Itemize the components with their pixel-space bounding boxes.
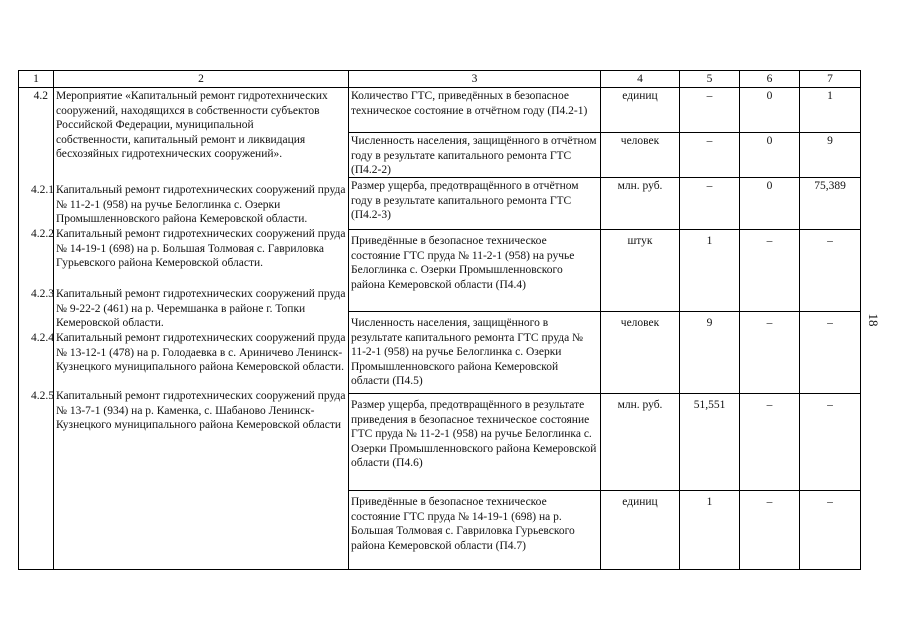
header-col-2: 2 xyxy=(53,70,348,88)
indicator-col-7: 1 xyxy=(799,88,861,133)
indicator-col-5: – xyxy=(679,88,739,133)
indicator-name: Приведённые в безопасное техническое состояние ГТС пруда № 14-19-1 (698) на р. Большая Толмовая с. Гавриловка Гурьевского района Кемеровской области (П4.7) xyxy=(348,491,600,570)
indicator-col-5: 9 xyxy=(679,312,739,394)
indicator-col-5: 1 xyxy=(679,230,739,312)
indicator-row xyxy=(18,394,861,491)
sub-item-text: Капитальный ремонт гидротехнических сооружений пруда № 9-22-2 (461) на р. Черемшанка в районе г. Топки Кемеровской области. xyxy=(56,288,346,330)
sub-item-number: 4.2.5 xyxy=(31,390,54,402)
program-table xyxy=(18,70,861,570)
header-col-6: 6 xyxy=(739,70,799,88)
header-col-7: 7 xyxy=(799,70,861,88)
indicator-col-6: 0 xyxy=(739,133,799,178)
indicator-col-7: – xyxy=(799,230,861,312)
table-header-row xyxy=(18,70,861,88)
indicator-row xyxy=(18,230,861,312)
indicator-col-7: 75,389 xyxy=(799,178,861,230)
measure-text: Мероприятие «Капитальный ремонт гидротехнических сооружений, находящихся в собственности субъектов Российской Федерации, муниципальной собственности, капитальный ремонт и ликвидация бесхозяйных гидротехнических сооружений». xyxy=(56,90,328,161)
sub-item-number: 4.2.3 xyxy=(31,288,54,300)
indicator-unit: млн. руб. xyxy=(600,178,679,230)
indicator-row xyxy=(18,88,861,133)
sub-item-text: Капитальный ремонт гидротехнических сооружений пруда № 13-7-1 (934) на р. Каменка, с. Шабаново Ленинск-Кузнецкого муниципального района Кемеровской области xyxy=(56,390,346,432)
indicator-unit: человек xyxy=(600,133,679,178)
indicator-col-7: – xyxy=(799,491,861,570)
indicator-unit: млн. руб. xyxy=(600,394,679,491)
indicator-row xyxy=(18,133,861,178)
indicator-col-7: 9 xyxy=(799,133,861,178)
sub-item-number: 4.2.4 xyxy=(31,332,54,344)
indicator-name: Количество ГТС, приведённых в безопасное техническое состояние в отчётном году (П4.2-1) xyxy=(348,88,600,133)
page-number: 18 xyxy=(866,313,881,327)
indicator-col-6: 0 xyxy=(739,178,799,230)
indicator-col-6: – xyxy=(739,491,799,570)
indicator-col-6: 0 xyxy=(739,88,799,133)
indicator-col-5: 1 xyxy=(679,491,739,570)
indicator-unit: человек xyxy=(600,312,679,394)
indicator-name: Численность населения, защищённого в отчётном году в результате капитального ремонта ГТС (П4.2-2) xyxy=(348,133,600,178)
indicator-col-6: – xyxy=(739,230,799,312)
indicator-col-5: – xyxy=(679,133,739,178)
header-col-3: 3 xyxy=(348,70,600,88)
indicator-col-5: 51,551 xyxy=(679,394,739,491)
header-col-1: 1 xyxy=(18,70,53,88)
indicator-col-5: – xyxy=(679,178,739,230)
sub-item-text: Капитальный ремонт гидротехнических сооружений пруда № 13-12-1 (478) на р. Голодаевка в с. Ариничево Ленинск-Кузнецкого муниципального района Кемеровской области. xyxy=(56,332,346,374)
sub-item-text: Капитальный ремонт гидротехнических сооружений пруда № 14-19-1 (698) на р. Большая Толмовая с. Гавриловка Гурьевского района Кемеровской области. xyxy=(56,228,346,270)
indicator-col-6: – xyxy=(739,394,799,491)
indicator-name: Приведённые в безопасное техническое состояние ГТС пруда № 11-2-1 (958) на ручье Белоглинка с. Озерки Промышленновского района Кемеровской области (П4.4) xyxy=(348,230,600,312)
indicator-unit: единиц xyxy=(600,88,679,133)
indicator-unit: штук xyxy=(600,230,679,312)
indicator-col-7: – xyxy=(799,394,861,491)
sub-item-number: 4.2.2 xyxy=(31,228,54,240)
header-col-5: 5 xyxy=(679,70,739,88)
header-col-4: 4 xyxy=(600,70,679,88)
sub-item-number: 4.2.1 xyxy=(31,184,54,196)
sub-item-text: Капитальный ремонт гидротехнических сооружений пруда № 11-2-1 (958) на ручье Белоглинка с. Озерки Промышленновского района Кемеровской области. xyxy=(56,184,346,226)
indicator-name: Размер ущерба, предотвращённого в результате приведения в безопасное техническое состояние ГТС пруда № 11-2-1 (958) на ручье Белоглинка с. Озерки Промышленновского района Кемеровской области (П4.6) xyxy=(348,394,600,491)
indicator-row xyxy=(18,491,861,570)
indicator-unit: единиц xyxy=(600,491,679,570)
indicator-row xyxy=(18,178,861,230)
indicator-name: Численность населения, защищённого в результате капитального ремонта ГТС пруда № 11-2-1 (958) на ручье Белоглинка с. Озерки Промышленновского района Кемеровской области (П4.5) xyxy=(348,312,600,394)
indicator-row xyxy=(18,312,861,394)
indicator-name: Размер ущерба, предотвращённого в отчётном году в результате капитального ремонта ГТС (П4.2-3) xyxy=(348,178,600,230)
indicator-col-7: – xyxy=(799,312,861,394)
measure-number: 4.2 xyxy=(33,90,48,102)
indicator-col-6: – xyxy=(739,312,799,394)
